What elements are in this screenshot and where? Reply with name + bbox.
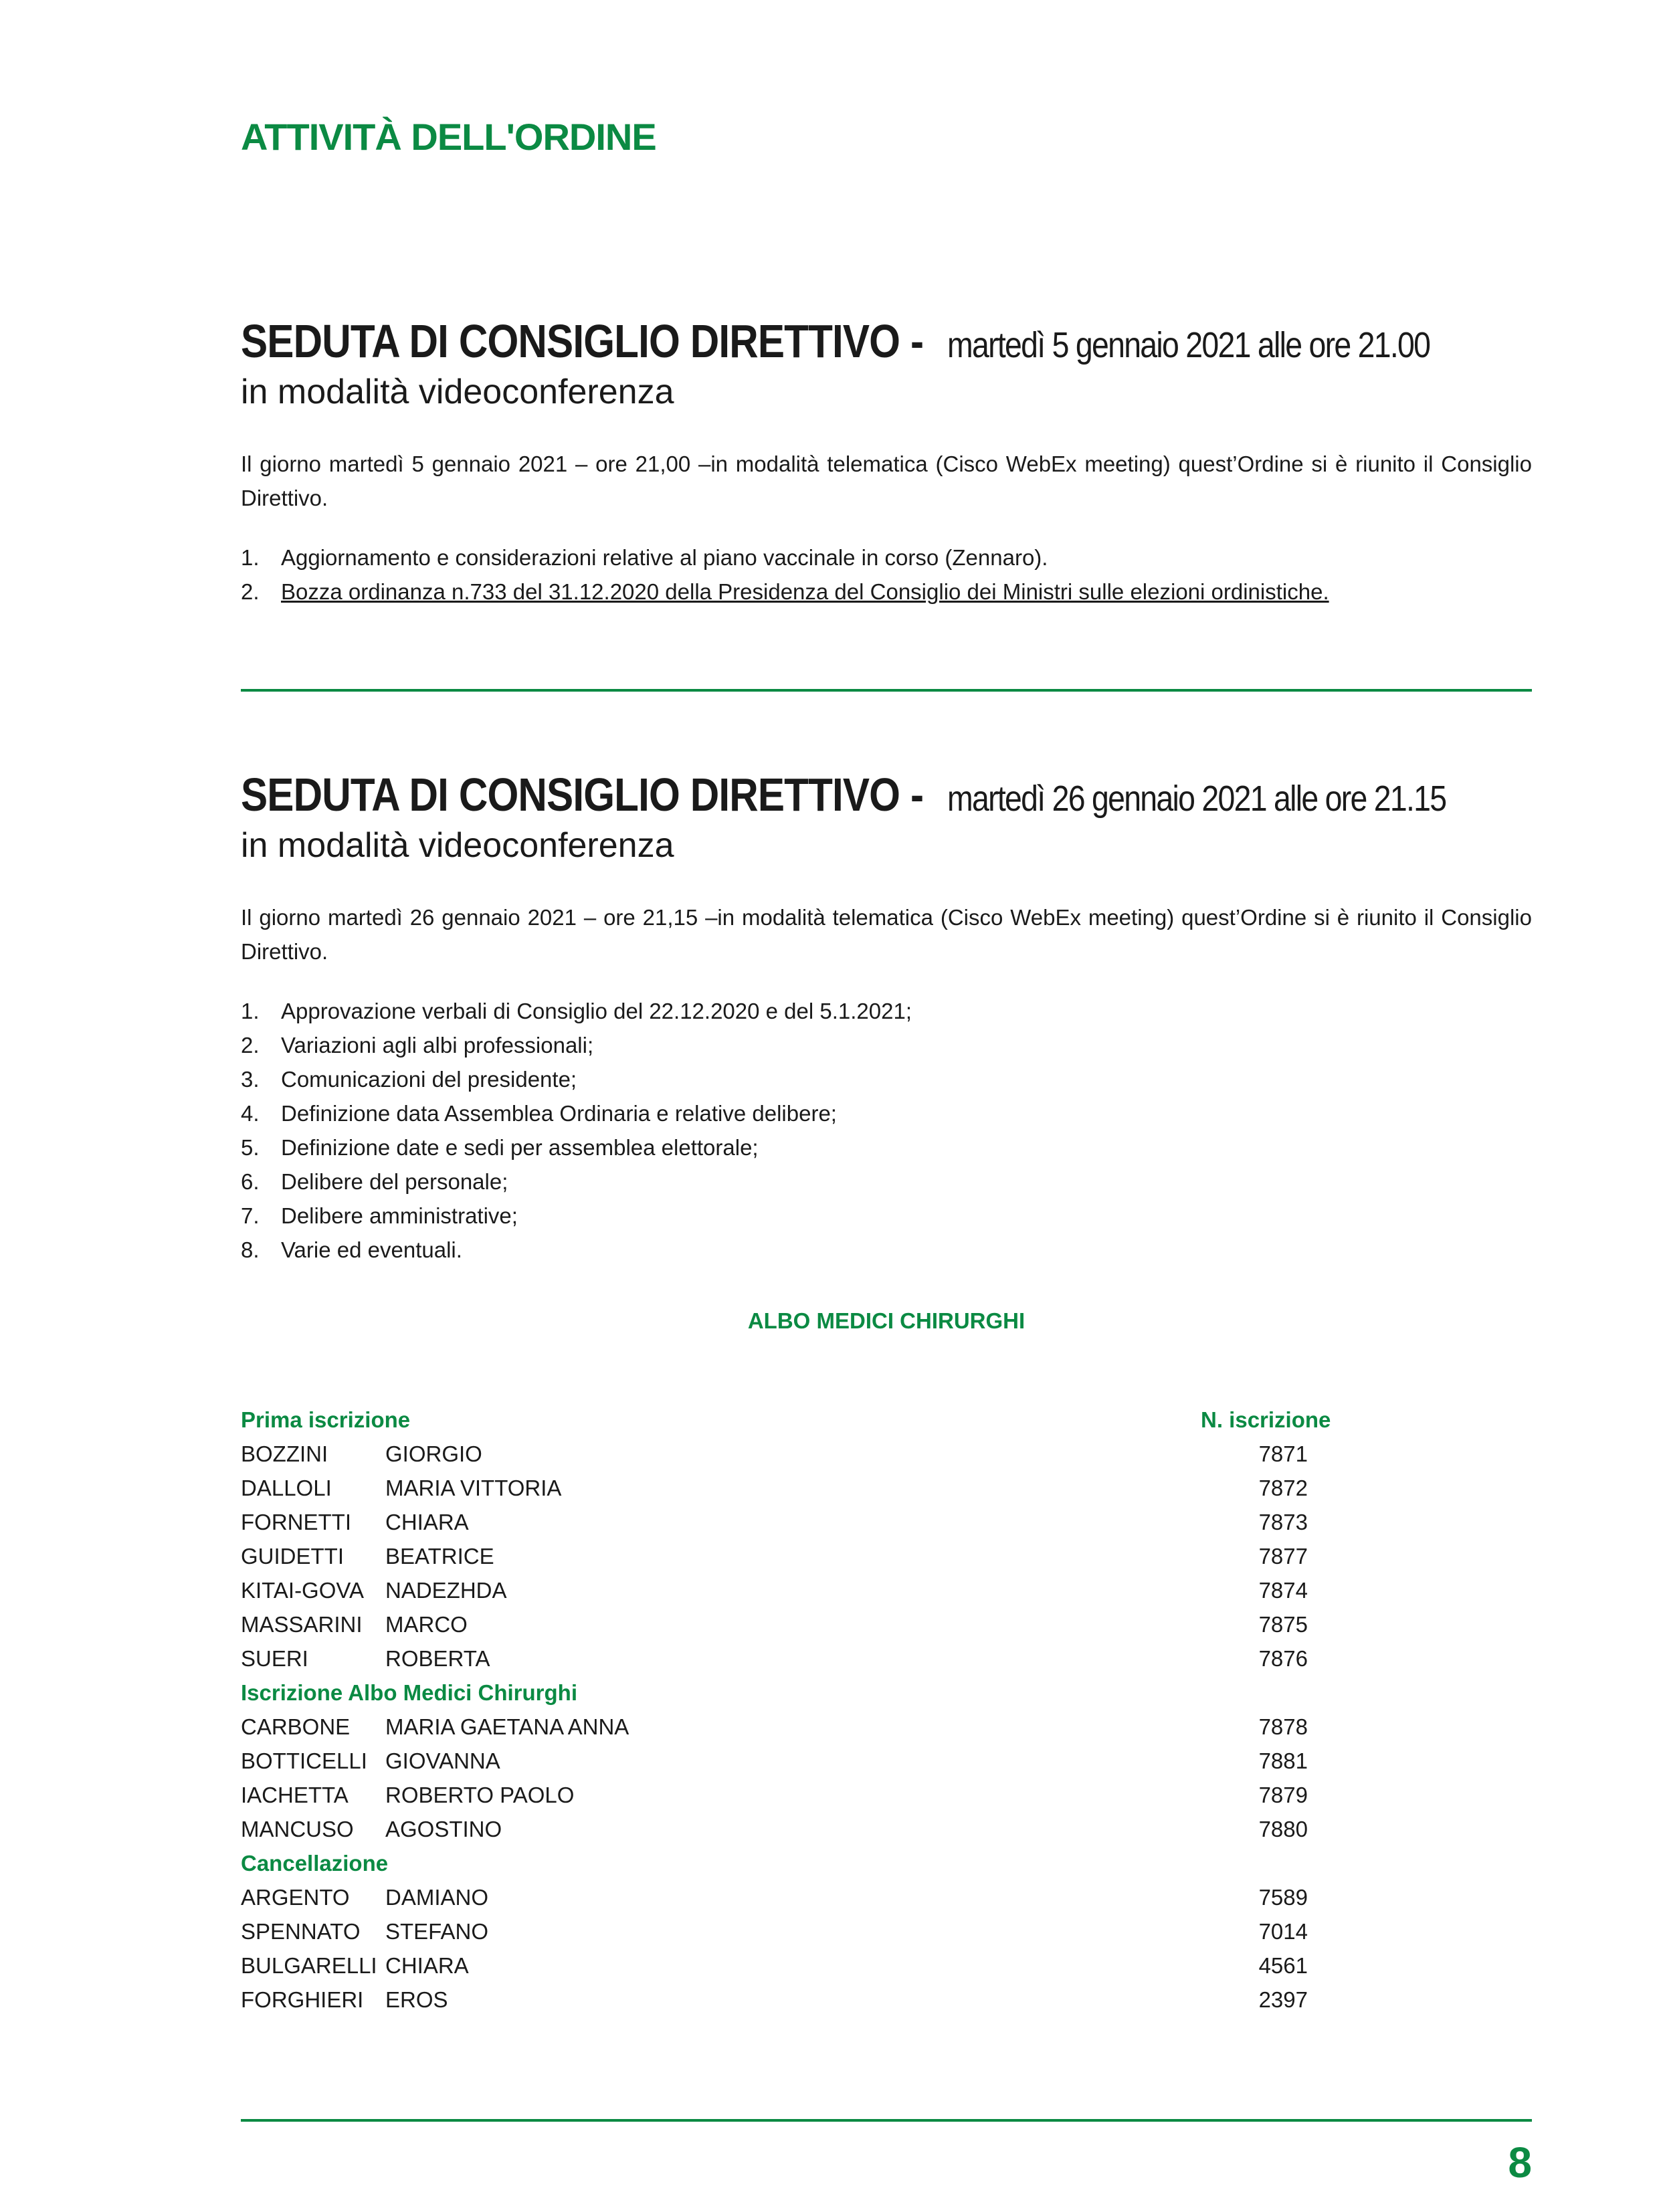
meeting-section-1 bbox=[241, 314, 1532, 609]
agenda-item-number: 2. bbox=[241, 1033, 260, 1058]
registration-number: 2397 bbox=[1258, 1987, 1308, 2012]
first-name: GIORGIO bbox=[385, 1441, 482, 1466]
registry-row bbox=[241, 1573, 1338, 1607]
agenda-item-text: Delibere del personale; bbox=[281, 1169, 508, 1194]
registry-row bbox=[241, 1471, 1338, 1505]
surname: DALLOLI bbox=[241, 1476, 332, 1500]
section-divider bbox=[241, 689, 1532, 692]
agenda-item-number: 4. bbox=[241, 1101, 260, 1126]
registry-row bbox=[241, 1505, 1338, 1539]
meeting-section-2 bbox=[241, 768, 1532, 1267]
registration-number: 7879 bbox=[1258, 1783, 1308, 1807]
section-intro: Il giorno martedì 5 gennaio 2021 – ore 21,00 –in modalità telematica (Cisco WebEx meeting) quest’Ordine si è riunito il Consiglio Direttivo. bbox=[241, 451, 1532, 510]
registration-number: 7873 bbox=[1258, 1510, 1308, 1534]
registration-number: 7871 bbox=[1258, 1441, 1308, 1466]
registration-number: 7877 bbox=[1258, 1544, 1308, 1569]
agenda-item-text: Approvazione verbali di Consiglio del 22.12.2020 e del 5.1.2021; bbox=[281, 999, 912, 1023]
registry-row bbox=[241, 1641, 1338, 1676]
section-title bbox=[241, 768, 1532, 821]
registry-list bbox=[241, 1403, 1338, 2017]
registry-row bbox=[241, 1983, 1338, 2017]
registry-row bbox=[241, 1437, 1338, 1471]
first-name: MARCO bbox=[385, 1612, 468, 1637]
agenda-item bbox=[241, 1028, 1532, 1062]
page-header-title: ATTIVITÀ DELL'ORDINE bbox=[241, 116, 656, 158]
agenda-item bbox=[241, 540, 1532, 575]
first-name: GIOVANNA bbox=[385, 1748, 500, 1773]
albo-title: ALBO MEDICI CHIRURGHI bbox=[747, 1308, 1026, 1333]
category-label: Prima iscrizione bbox=[241, 1407, 411, 1432]
registry-row bbox=[241, 1539, 1338, 1573]
number-column-header: N. iscrizione bbox=[1201, 1407, 1331, 1432]
registry-row bbox=[241, 1880, 1338, 1914]
surname: BULGARELLI bbox=[241, 1953, 377, 1978]
surname: MASSARINI bbox=[241, 1612, 363, 1637]
registry-row bbox=[241, 1778, 1338, 1812]
surname: GUIDETTI bbox=[241, 1544, 344, 1569]
registry-row bbox=[241, 1914, 1338, 1948]
registry-row bbox=[241, 1607, 1338, 1641]
category-label: Iscrizione Albo Medici Chirurghi bbox=[241, 1680, 577, 1705]
first-name: AGOSTINO bbox=[385, 1817, 502, 1841]
first-name: BEATRICE bbox=[385, 1544, 494, 1569]
agenda-item-text: Comunicazioni del presidente; bbox=[281, 1067, 577, 1092]
section-subtitle: in modalità videoconferenza bbox=[241, 373, 674, 411]
agenda-item bbox=[241, 1165, 1532, 1199]
section-title-date: martedì 5 gennaio 2021 alle ore 21.00 bbox=[947, 325, 1430, 365]
agenda-item-number: 7. bbox=[241, 1203, 260, 1228]
agenda-item bbox=[241, 1062, 1532, 1096]
agenda-item bbox=[241, 994, 1532, 1028]
registration-number: 7875 bbox=[1258, 1612, 1308, 1637]
agenda-item-number: 1. bbox=[241, 999, 260, 1023]
registration-number: 7881 bbox=[1258, 1748, 1308, 1773]
surname: IACHETTA bbox=[241, 1783, 349, 1807]
agenda-item bbox=[241, 1233, 1532, 1267]
agenda-list bbox=[241, 540, 1532, 609]
agenda-item-text: Delibere amministrative; bbox=[281, 1203, 518, 1228]
section-title bbox=[241, 314, 1532, 368]
registration-number: 7872 bbox=[1258, 1476, 1308, 1500]
registry-header bbox=[241, 1403, 1338, 1437]
first-name: ROBERTA bbox=[385, 1646, 490, 1671]
registry-row bbox=[241, 1744, 1338, 1778]
agenda-item-text: Variazioni agli albi professionali; bbox=[281, 1033, 594, 1058]
surname: KITAI-GOVA bbox=[241, 1578, 364, 1603]
agenda-item-link[interactable]: Bozza ordinanza n.733 del 31.12.2020 della Presidenza del Consiglio dei Ministri sulle elezioni ordinistiche. bbox=[281, 579, 1329, 604]
section-title-bold: SEDUTA DI CONSIGLIO DIRETTIVO - bbox=[241, 769, 924, 821]
registry-row bbox=[241, 1948, 1338, 1983]
registration-number: 7876 bbox=[1258, 1646, 1308, 1671]
registry-row bbox=[241, 1710, 1338, 1744]
category-label: Cancellazione bbox=[241, 1851, 389, 1876]
agenda-item-text: Aggiornamento e considerazioni relative al piano vaccinale in corso (Zennaro). bbox=[281, 545, 1048, 570]
first-name: CHIARA bbox=[385, 1953, 469, 1978]
agenda-item bbox=[241, 1096, 1532, 1130]
registration-number: 7589 bbox=[1258, 1885, 1308, 1910]
surname: FORNETTI bbox=[241, 1510, 351, 1534]
agenda-item bbox=[241, 575, 1532, 609]
surname: CARBONE bbox=[241, 1714, 351, 1739]
agenda-item bbox=[241, 1130, 1532, 1165]
first-name: EROS bbox=[385, 1987, 448, 2012]
agenda-item-text: Varie ed eventuali. bbox=[281, 1237, 462, 1262]
first-name: CHIARA bbox=[385, 1510, 469, 1534]
agenda-item-number: 5. bbox=[241, 1135, 260, 1160]
surname: MANCUSO bbox=[241, 1817, 354, 1841]
surname: ARGENTO bbox=[241, 1885, 350, 1910]
section-title-bold: SEDUTA DI CONSIGLIO DIRETTIVO - bbox=[241, 315, 924, 367]
registry-row bbox=[241, 1812, 1338, 1846]
agenda-item-text: Definizione data Assemblea Ordinaria e relative delibere; bbox=[281, 1101, 837, 1126]
agenda-item-number: 6. bbox=[241, 1169, 260, 1194]
first-name: DAMIANO bbox=[385, 1885, 489, 1910]
registration-number: 7014 bbox=[1258, 1919, 1308, 1944]
surname: SPENNATO bbox=[241, 1919, 361, 1944]
section-subtitle: in modalità videoconferenza bbox=[241, 826, 674, 865]
agenda-list bbox=[241, 994, 1532, 1267]
section-intro: Il giorno martedì 26 gennaio 2021 – ore 21,15 –in modalità telematica (Cisco WebEx meeting) quest’Ordine si è riunito il Consiglio Direttivo. bbox=[241, 905, 1532, 964]
registration-number: 7880 bbox=[1258, 1817, 1308, 1841]
surname: SUERI bbox=[241, 1646, 308, 1671]
agenda-item-number: 3. bbox=[241, 1067, 260, 1092]
first-name: MARIA VITTORIA bbox=[385, 1476, 562, 1500]
agenda-item-number: 8. bbox=[241, 1237, 260, 1262]
agenda-item bbox=[241, 1199, 1532, 1233]
first-name: ROBERTO PAOLO bbox=[385, 1783, 575, 1807]
first-name: STEFANO bbox=[385, 1919, 489, 1944]
first-name: MARIA GAETANA ANNA bbox=[385, 1714, 629, 1739]
surname: BOTTICELLI bbox=[241, 1748, 367, 1773]
surname: FORGHIERI bbox=[241, 1987, 364, 2012]
registration-number: 4561 bbox=[1258, 1953, 1308, 1978]
registration-number: 7874 bbox=[1258, 1578, 1308, 1603]
surname: BOZZINI bbox=[241, 1441, 328, 1466]
first-name: NADEZHDA bbox=[385, 1578, 507, 1603]
agenda-item-number: 2. bbox=[241, 579, 260, 604]
registration-number: 7878 bbox=[1258, 1714, 1308, 1739]
footer-divider bbox=[241, 2119, 1532, 2122]
agenda-item-text: Definizione date e sedi per assemblea elettorale; bbox=[281, 1135, 759, 1160]
agenda-item-number: 1. bbox=[241, 545, 260, 570]
page-number: 8 bbox=[1508, 2138, 1532, 2187]
section-title-date: martedì 26 gennaio 2021 alle ore 21.15 bbox=[947, 779, 1446, 819]
